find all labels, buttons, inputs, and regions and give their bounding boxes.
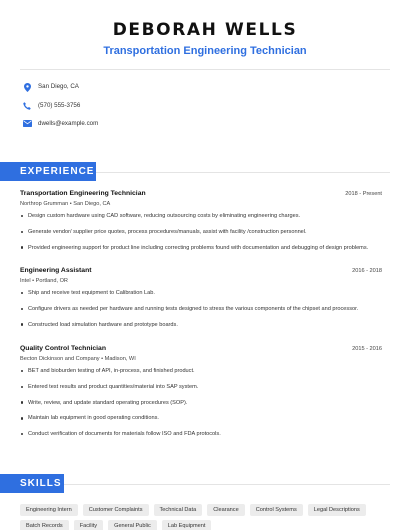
email-text: dwells@example.com bbox=[38, 119, 99, 127]
skill-chip: Legal Descriptions bbox=[308, 504, 366, 516]
contact-email bbox=[22, 115, 410, 133]
job-company: Northrop Grumman • San Diego, CA bbox=[20, 201, 111, 207]
bullet-item: Conduct verification of documents for materials follow ISO and FDA protocols. bbox=[20, 430, 382, 438]
contact-phone bbox=[22, 97, 410, 115]
job-title: Quality Control Technician bbox=[20, 345, 106, 352]
job-bullets bbox=[20, 289, 382, 329]
bullet-item: Ship and receive test equipment to Calibration Lab. bbox=[20, 289, 382, 297]
bullet-item: Maintain lab equipment in good operating conditions. bbox=[20, 414, 382, 422]
job-bullets bbox=[20, 367, 382, 438]
bullet-item: Constructed load simulation hardware and prototype boards. bbox=[20, 321, 382, 329]
phone-text: (570) 555-3756 bbox=[38, 101, 81, 109]
skill-chip: Facility bbox=[74, 520, 103, 530]
skill-chip: Customer Complaints bbox=[83, 504, 149, 516]
phone-icon bbox=[22, 101, 32, 111]
candidate-title: Transportation Engineering Technician bbox=[103, 45, 307, 57]
job-title: Transportation Engineering Technician bbox=[20, 190, 146, 197]
job-dates: 2016 - 2018 bbox=[352, 268, 382, 274]
experience-entry bbox=[20, 345, 382, 446]
job-company: Intel • Portland, OR bbox=[20, 278, 68, 284]
job-title: Engineering Assistant bbox=[20, 267, 92, 274]
email-icon bbox=[22, 119, 32, 129]
location-text: San Diego, CA bbox=[38, 83, 79, 90]
job-dates: 2015 - 2016 bbox=[352, 346, 382, 352]
skill-chip: Clearance bbox=[207, 504, 245, 516]
skill-chip: Lab Equipment bbox=[162, 520, 212, 530]
skill-chip: Batch Records bbox=[20, 520, 69, 530]
job-company: Becton Dickinson and Company • Madison, WI bbox=[20, 356, 136, 362]
bullet-item: Provided engineering support for product line including correcting problems found with documentation and debugging of design problems. bbox=[20, 244, 382, 252]
skill-chip: Technical Data bbox=[154, 504, 203, 516]
location-pin-icon bbox=[22, 82, 32, 92]
bullet-item: Write, review, and update standard operating procedures (SOP). bbox=[20, 399, 382, 407]
skill-chip: Engineering Intern bbox=[20, 504, 78, 516]
job-bullets bbox=[20, 212, 382, 252]
candidate-name: DEBORAH WELLS bbox=[112, 20, 298, 40]
skills-section-heading: SKILLS bbox=[0, 474, 64, 493]
skill-chip: General Public bbox=[108, 520, 157, 530]
skills-section-line bbox=[64, 484, 390, 485]
bullet-item: Configure drivers as needed per hardware and running tests designed to stress the various components of the chipset and processor. bbox=[20, 305, 382, 313]
bullet-item: BET and bioburden testing of API, in-process, and finished product. bbox=[20, 367, 382, 375]
skills-list bbox=[20, 504, 390, 530]
experience-section-line bbox=[96, 172, 390, 173]
skill-chip: Control Systems bbox=[250, 504, 303, 516]
contact-list bbox=[0, 70, 410, 133]
bullet-item: Entered test results and product quantities/material into SAP system. bbox=[20, 383, 382, 391]
contact-location bbox=[22, 78, 410, 96]
experience-entry bbox=[20, 190, 382, 259]
job-dates: 2018 - Present bbox=[345, 191, 382, 197]
experience-entry bbox=[20, 267, 382, 336]
bullet-item: Design custom hardware using CAD software, reducing outsourcing costs by eliminating engineering charges. bbox=[20, 212, 382, 220]
resume-header bbox=[0, 0, 410, 58]
experience-section-heading: EXPERIENCE bbox=[0, 162, 96, 181]
bullet-item: Generate vendor/ supplier price quotes, process procedures/manuals, assist with facility /construction personnel. bbox=[20, 228, 382, 236]
